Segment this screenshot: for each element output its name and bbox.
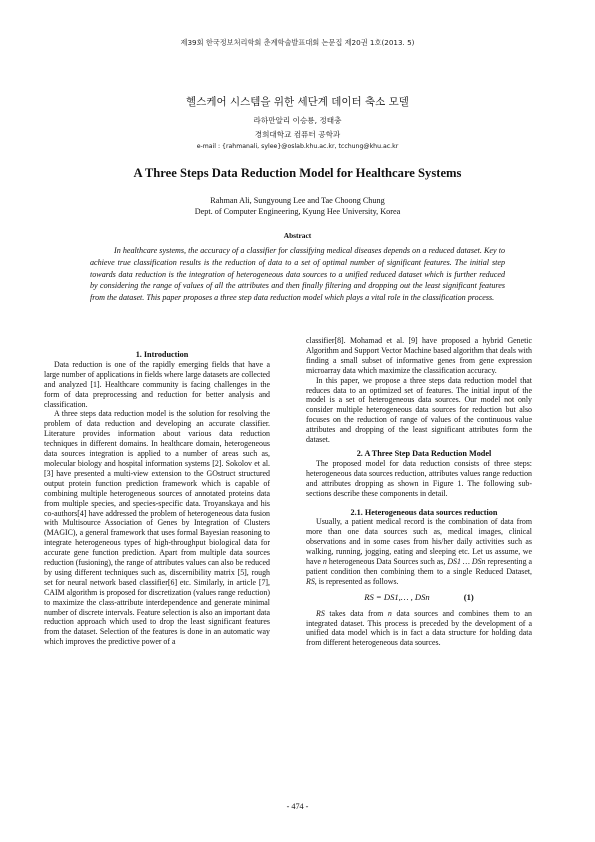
paragraph: A three steps data reduction model is the solution for resolving the problem of data reduction and developing an accurate classifier. Literature provides information about various data reduction techniques in different domains. In healthcare domain, heterogeneous data sources integration is applied to a number of areas such as, molecular biology and hospital information systems [2]. Sokolov et al. [3] have presented a multi-view extension to the GOstruct structured output protein function prediction framework which is capable of combining multiple heterogeneous sources of annotated proteins data from multiple species, and species-specific data. Troyanskaya and his co-authors[4] have addressed the problem of heterogeneous data fusion with Multisource Association of Genes by Integration of Clusters (MAGIC), a general framework that uses formal Bayesian reasoning to integrate heterogeneous types of high-throughput biological data for accurate gene function prediction. Apart from multiple data sources reduction (fusioning), the range of attributes values can also be reduced by using different techniques such as, discernibility matrix [5], rough set for neural network based classifier[6] etc. Similarly, in article [7], CAIM algorithm is proposed for discretization (values range reduction) to maximize the class-attribute interdependence and generate minimal number of discrete intervals. Feature selection is also an important data reduction approach which used to drop the least significant features from the dataset. Selection of the features is done in an automatic way which improves the predictive power of a xyxy=(44,409,270,647)
paragraph xyxy=(306,517,532,586)
math-var: n xyxy=(387,608,392,618)
page-number: - 474 - xyxy=(286,802,309,811)
english-affiliation: Dept. of Computer Engineering, Kyung Hee University, Korea xyxy=(194,207,401,216)
equation-body: RS = DS1,… , DSn xyxy=(364,591,430,602)
text-run: heterogeneous Data Sources such as, xyxy=(326,557,448,567)
paragraph: The proposed model for data reduction consists of three steps: heterogeneous data sources reduction, attributes values range reduction and attributes dropping as shown in Figure 1. The following sub-sections describe these components in detail. xyxy=(306,458,532,498)
english-author-block xyxy=(0,195,595,217)
english-authors: Rahman Ali, Sungyoung Lee and Tae Choong Chung xyxy=(210,196,385,205)
math-var: RS xyxy=(316,608,325,618)
paragraph xyxy=(306,609,532,649)
equation-1 xyxy=(306,593,532,603)
section-heading-model: 2. A Three Step Data Reduction Model xyxy=(356,448,492,458)
abstract-heading: Abstract xyxy=(283,231,312,240)
abstract-text: In healthcare systems, the accuracy of a classifier for classifying medical diseases depends on a reduced dataset. Key to achieve true classification results is the reduction of data to a set of optimal number of significant features. The initial step towards data reduction is the integration of heterogeneous data sources to a unified reduced dataset which is further reduced by considering the range of values of all the attributes and then finally filtering and dropping out the least significant features from the dataset. This paper proposes a three step data reduction model which plays a vital role in the classification process. xyxy=(90,246,505,303)
paragraph: classifier[8]. Mohamad et al. [9] have proposed a hybrid Genetic Algorithm and Support Vector Machine based algorithm that deals with finding a small subset of informative genes from gene expression microarray data which maximize the classification accuracy. xyxy=(306,336,532,375)
math-var: DS1 … DSn xyxy=(447,557,486,567)
paragraph: In this paper, we propose a three steps data reduction model that reduces data to an optimized set of features. The initial input of the model is a set of heterogeneous data sources. Our model not only consider multiple heterogeneous data sources for reduction but also focuses on the reduction of range of values of the continuous value attributes and dropping of the least significant attributes form the dataset. xyxy=(306,375,532,445)
section-heading-heterogeneous: 2.1. Heterogeneous data sources reduction xyxy=(350,507,498,517)
math-var: n xyxy=(322,557,327,567)
text-run: Usually, a patient medical record is the combination of data from more than one data sources such as, medical images, clinical observations and in some cases from his/her daily activities such as walking, running, jogging, eating and sleeping etc. Let us assume, we have xyxy=(306,517,532,567)
text-run: takes data from xyxy=(324,608,388,618)
korean-affiliation: 경희대학교 컴퓨터 공학과 xyxy=(254,130,341,139)
korean-title: 헬스케어 시스템을 위한 세단계 데이터 축소 모델 xyxy=(186,96,409,108)
math-var: RS, xyxy=(306,576,317,586)
paper-title: A Three Steps Data Reduction Model for Healthcare Systems xyxy=(133,166,462,180)
right-column xyxy=(306,336,532,648)
running-header: 제39회 한국정보처리학회 춘계학술발표대회 논문집 제20권 1호(2013. 5) xyxy=(180,38,415,47)
paragraph: Data reduction is one of the rapidly emerging fields that have a large number of applications in fields where large datasets are collected and analyzed [1]. Healthcare community is facing challenges in the form of data preprocessing and reduction for better analysis and classification. xyxy=(44,359,270,409)
left-column xyxy=(44,350,270,647)
korean-header-block xyxy=(0,94,595,150)
equation-number: (1) xyxy=(463,591,474,602)
author-emails: e-mail : {rahmanali, sylee}@oslab.khu.ac.kr, tcchung@khu.ac.kr xyxy=(196,143,399,150)
korean-authors: 라하만알리 이승룡, 정태충 xyxy=(253,116,342,125)
text-run: representing a patient condition then combining them to a single Reduced Dataset, xyxy=(306,557,533,576)
text-run: is represented as follows. xyxy=(316,576,399,586)
section-heading-introduction: 1. Introduction xyxy=(135,350,189,359)
text-run: data sources and combines them to an integrated dataset. This process is preceded by the development of a unified data model which is in fact a data structure for holding data from different heterogeneous data sources. xyxy=(306,608,532,648)
